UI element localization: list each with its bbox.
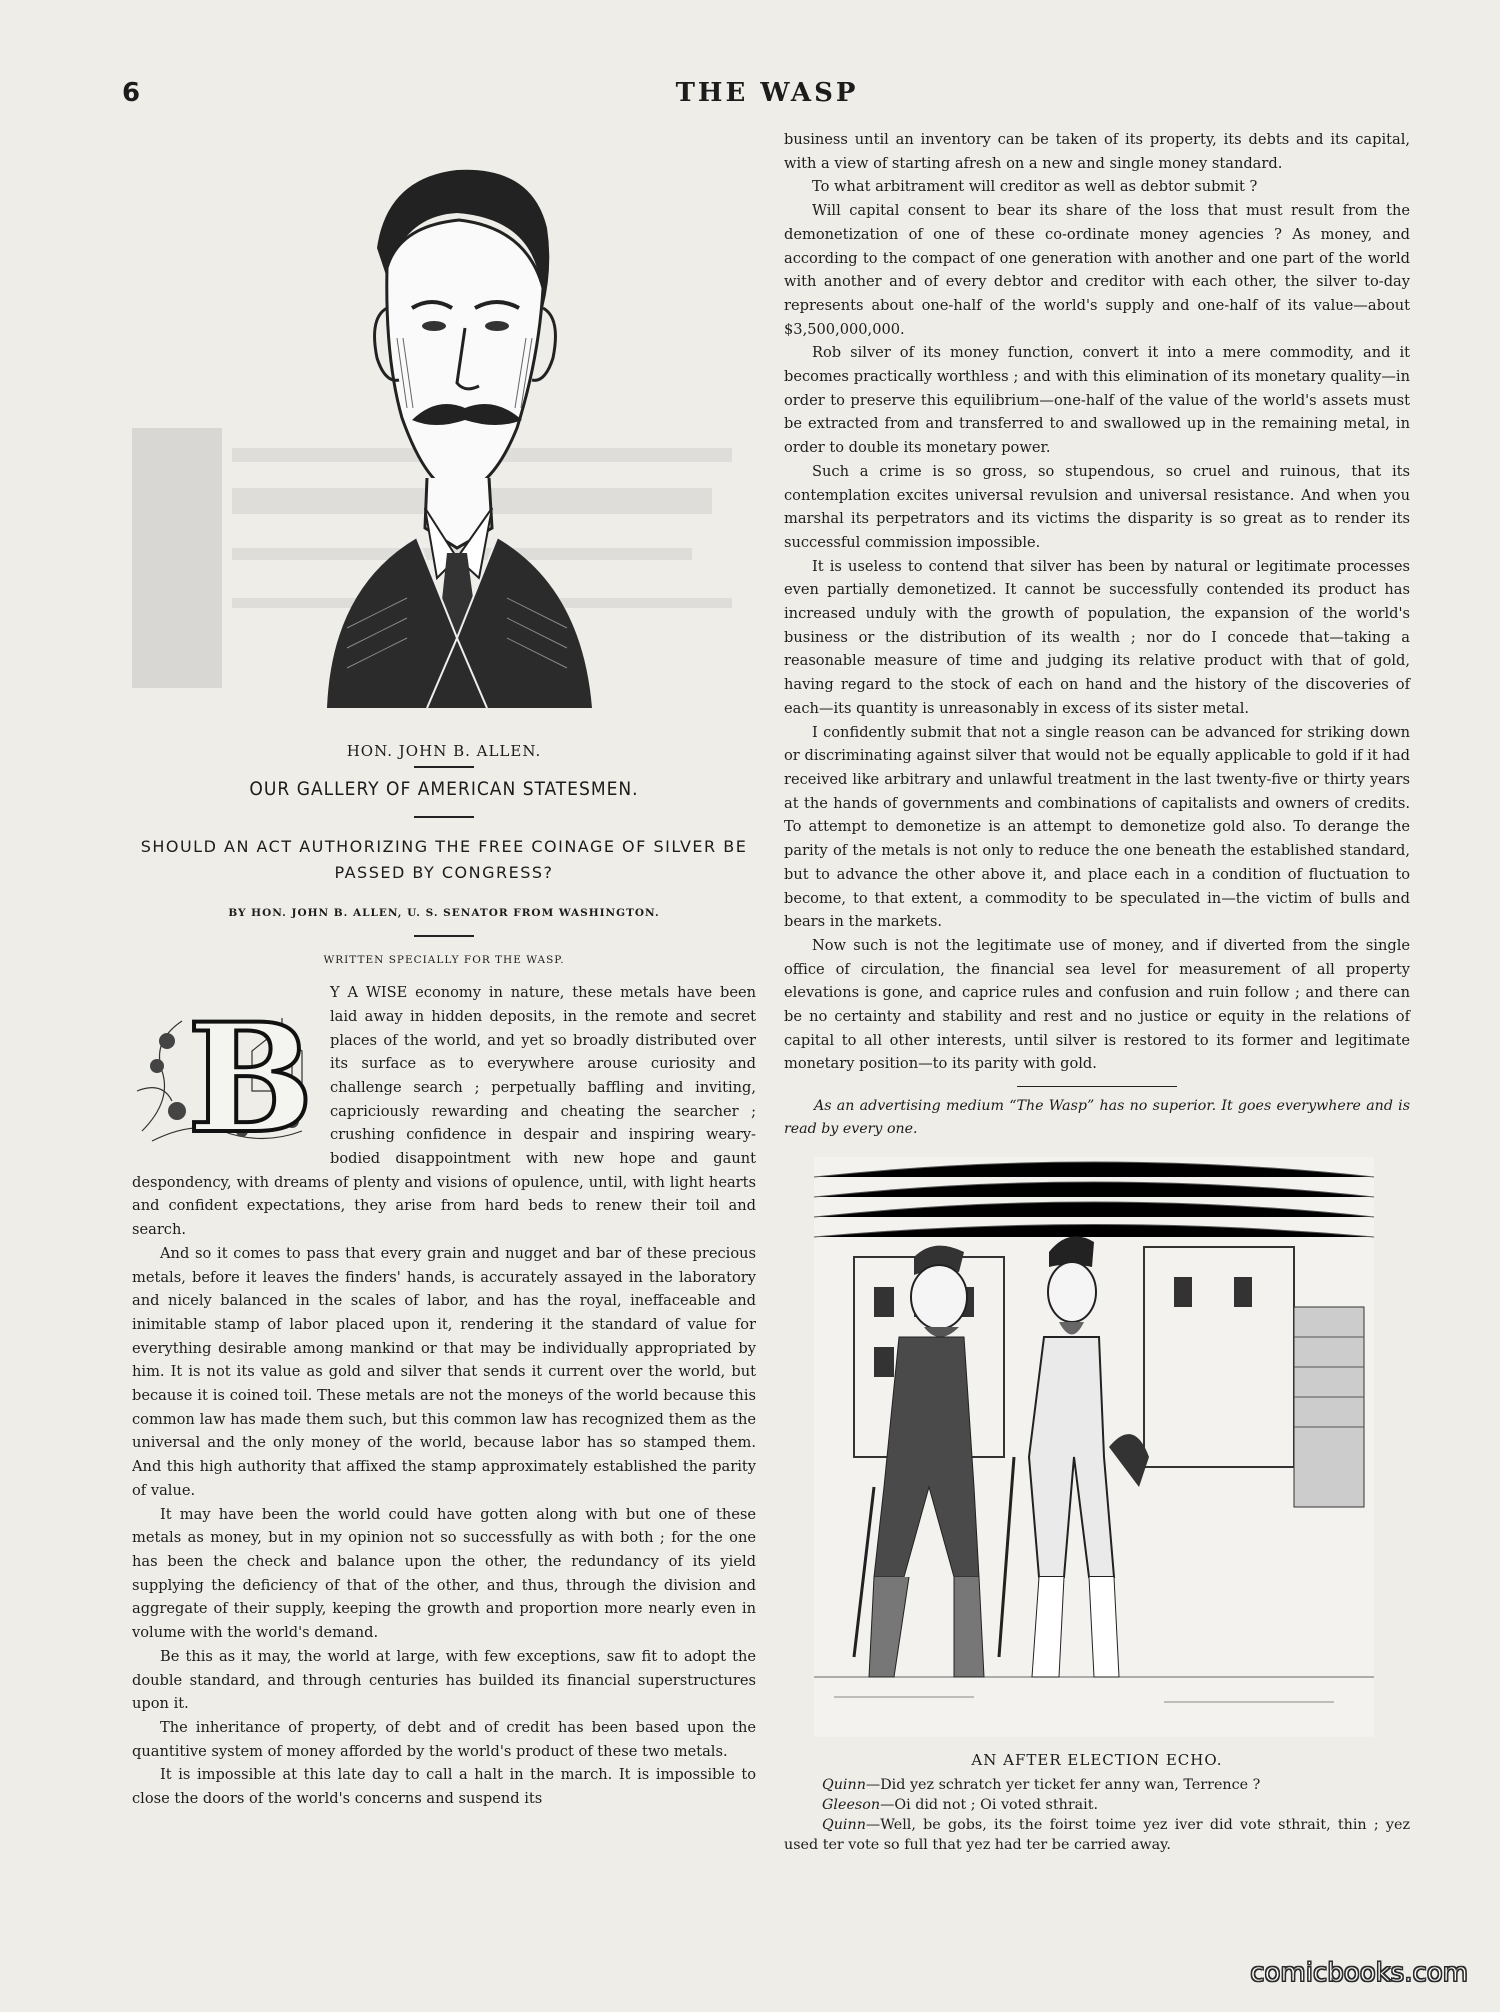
article-paragraph: business until an inventory can be taken of its property, its debts and its capital, with a view of starting afresh on a new and single money standard. — [784, 131, 1410, 172]
article-paragraph: It may have been the world could have gotten along with but one of these metals as money, but in my opinion not so successfully as with both ; for the one has been the check and balance upon the other, the redundancy of its yield supplying the deficiency of that of the other, and thus, through the division and aggregate of their supply, keeping the growth and proportion more nearly even in volume with the world's demand. — [132, 1505, 756, 1642]
article-paragraph: Rob silver of its money function, convert it into a mere commodity, and it becomes practically worthless ; and with this elimination of its monetary quality—in order to preserve this equilibrium—one-half of the value of the world's assets must be extracted from and transferred to and swallowed up in the remaining metal, in order to double its monetary power. — [784, 344, 1410, 457]
left-column — [132, 128, 756, 1811]
article-paragraph: Will capital consent to bear its share of the loss that must result from the demonetization of one of these co-ordinate money agencies ? As money, and according to the compact of one generation with another and one part of the world with another and of every debtor and creditor with each other, the silver to-day represents about one-half of the world's supply and one-half of its value—about $3,500,000,000. — [784, 202, 1410, 338]
article-byline: BY HON. JOHN B. ALLEN, U. S. SENATOR FROM WASHINGTON. — [228, 906, 660, 919]
byline-rule — [414, 935, 474, 937]
advertising-note: As an advertising medium “The Wasp” has no superior. It goes everywhere and is read by every one. — [784, 1098, 1410, 1138]
cartoon-drawing — [814, 1157, 1374, 1737]
article-paragraph: It is impossible at this late day to call a halt in the march. It is impossible to close the doors of the world's concerns and suspend its — [132, 1766, 756, 1808]
dialogue-speaker: Gleeson — [822, 1796, 881, 1813]
article-paragraph: It is useless to contend that silver has been by natural or legitimate processes even partially demonetized. It cannot be successfully contended its product has increased unduly with the growth of population, the expansion of the world's business or the distribution of its wealth ; nor do I concede that—taking a reasonable measure of time and judging its relative product with that of gold, having regard to the stock of each on hand and the history of the discoveries of each—its quantity is unreasonably in excess of its sister metal. — [784, 557, 1410, 717]
article-paragraph: I confidently submit that not a single reason can be advanced for striking down or discriminating against silver that would not be equally applicable to gold if it had received like arbitrary and unlawful treatment in the last twenty-five or thirty years at the hands of governments and combinations of capitalists and owners of credits. To attempt to demonetize is an attempt to demonetize gold also. To derange the parity of the metals is not only to reduce the one beneath the established standard, but to advance the other above it, and place each in a condition of fluctuation to become, to that extent, a commodity to be speculated in—the victim of bulls and bears in the markets. — [784, 723, 1410, 931]
article-paragraph: Such a crime is so gross, so stupendous, so cruel and ruinous, that its contemplation excites universal revulsion and universal resistance. And when you marshal its perpetrators and its victims the disparity is so great as to render its successful commission impossible. — [784, 462, 1410, 551]
dialogue-speaker: Quinn — [822, 1816, 866, 1833]
right-column — [784, 128, 1410, 1855]
article-opening — [132, 981, 756, 1811]
section-title: OUR GALLERY OF AMERICAN STATESMEN. — [249, 778, 639, 800]
page-header — [122, 78, 1412, 112]
cartoon-illustration — [814, 1157, 1374, 1737]
dialogue-line — [784, 1815, 1410, 1855]
portrait-caption: HON. JOHN B. ALLEN. — [346, 742, 542, 760]
dialogue-text: —Oi did not ; Oi voted sthrait. — [880, 1796, 1099, 1813]
section-rule — [414, 766, 474, 768]
dialogue-speaker: Quinn — [822, 1776, 866, 1793]
dialogue-line — [784, 1775, 1410, 1795]
decorated-initial-b-icon — [132, 981, 324, 1149]
dialogue-text: —Did yez schratch yer ticket fer anny wan, Terrence ? — [865, 1776, 1261, 1793]
dialogue-text: —Well, be gobs, its the foirst toime yez iver did vote sthrait, thin ; yez used ter vote so full that yez had ter be carried away. — [784, 1816, 1410, 1853]
article-headline: SHOULD AN ACT AUTHORIZING THE FREE COINAGE OF SILVER BE PASSED BY CONGRESS? — [140, 836, 748, 882]
svg-text:B: B — [187, 991, 314, 1150]
page-number: 6 — [122, 78, 141, 108]
dialogue-line — [784, 1795, 1410, 1815]
ad-divider — [1017, 1086, 1177, 1087]
cartoon-dialogue — [784, 1775, 1410, 1855]
portrait-engraving — [307, 158, 607, 708]
article-paragraph: Y A WISE economy in nature, these metals have been laid away in hidden deposits, in the remote and secret places of the world, and yet so broadly distributed over its surface as to everywhere arouse curiosity and challenge search ; perpetually baffling and inviting, capriciously rewarding and cheating the searcher ; crushing confidence in despair and inspiring weary-bodied disappointment with new hope and gaunt despondency, with dreams of plenty and visions of opulence, until, with light hearts and confident expectations, they arise from hard beds to renew their toil and search. — [132, 984, 756, 1239]
written-specially-note: WRITTEN SPECIALLY FOR THE WASP. — [323, 954, 565, 967]
masthead: THE WASP — [675, 78, 859, 108]
site-watermark: comicbooks.com — [1250, 1958, 1468, 1988]
cartoon-caption: AN AFTER ELECTION ECHO. — [971, 1751, 1223, 1770]
article-paragraph: The inheritance of property, of debt and of credit has been based upon the quantitive system of money afforded by the world's product of these two metals. — [132, 1718, 756, 1760]
article-paragraph: And so it comes to pass that every grain and nugget and bar of these precious metals, before it leaves the finders' hands, is accurately assayed in the laboratory and nicely balanced in the scales of labor, and has the royal, ineffaceable and inimitable stamp of labor placed upon it, rendering it the standard of value for everything desirable among mankind or that may be individually appropriated by him. It is not its value as gold and silver that sends it current over the world, but because it is coined toil. These metals are not the moneys of the world because this common law has made them such, but this common law has recognized them as the universal and the only money of the world, because labor has so stamped them. And this high authority that affixed the stamp approximately established the parity of value. — [132, 1244, 756, 1499]
portrait-block — [132, 128, 756, 760]
article-paragraph: Be this as it may, the world at large, with few exceptions, saw fit to adopt the double standard, and through centuries has builded its financial superstructures upon it. — [132, 1647, 756, 1713]
section-rule-2 — [414, 816, 474, 818]
article-paragraph: Now such is not the legitimate use of money, and if diverted from the single office of circulation, the financial sea level for measurement of all property elevations is gone, and caprice rules and confusion and ruin follow ; and there can be no certainty and stability and rest and no justice or equity in the relations of capital to all other interests, until silver is restored to its former and legitimate monetary position—to its parity with gold. — [784, 936, 1410, 1073]
article-paragraph: To what arbitrament will creditor as well as debtor submit ? — [812, 178, 1258, 196]
